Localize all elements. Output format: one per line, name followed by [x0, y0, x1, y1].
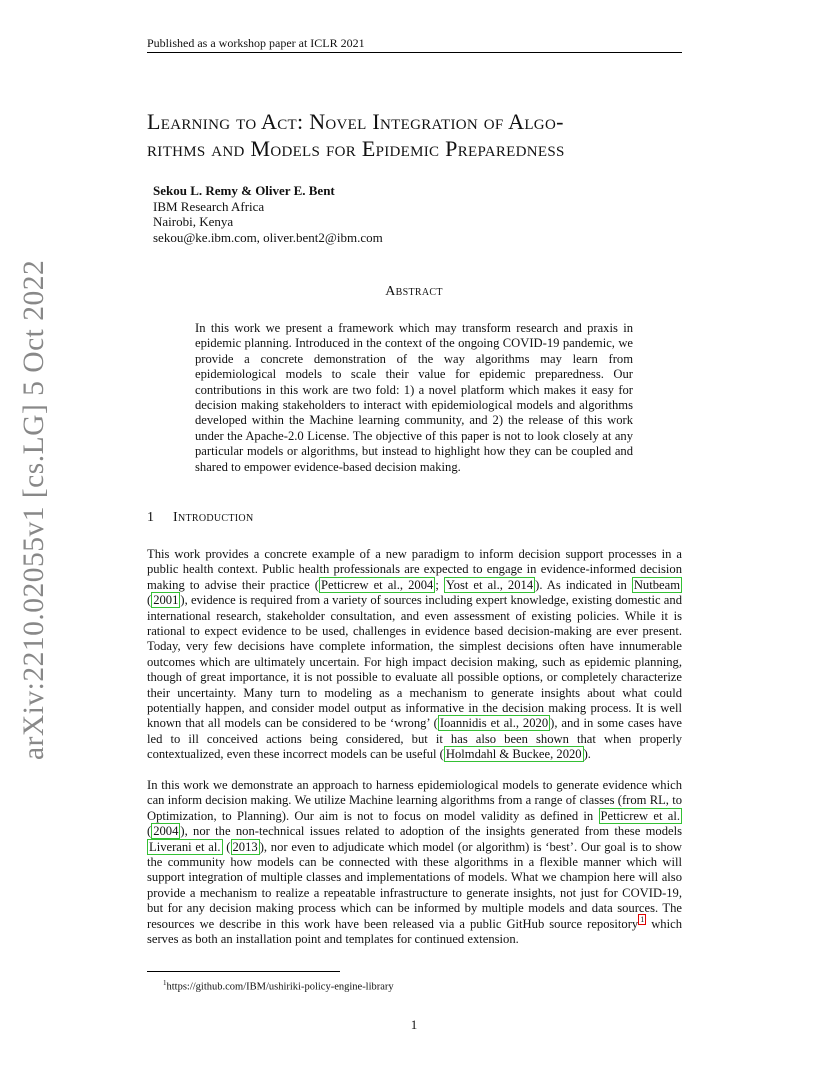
abstract-heading: Abstract	[385, 284, 443, 299]
citation-link[interactable]: 2013	[232, 839, 258, 854]
title-line-1: Learning to Act: Novel Integration of Algo-	[147, 109, 564, 134]
citation-link[interactable]: 2001	[153, 593, 179, 608]
text-run: (	[222, 839, 231, 854]
footnote	[163, 977, 394, 994]
title-line-2: rithms and Models for Epidemic Preparedness	[147, 136, 565, 161]
footnote-url: https://github.com/IBM/ushiriki-policy-engine-library	[166, 981, 394, 993]
text-run: ).	[583, 747, 591, 762]
text-run: which serves as both an installation point and templates for continued extension.	[147, 916, 682, 947]
text-run: In this work we demonstrate an approach to harness epidemiological models to generate evidence which can inform decision making. We utilize Machine learning algorithms from a range of classes (from RL, to Optimization, to Planning). Our aim is not to focus on model validity as defined in	[147, 778, 682, 823]
citation-link[interactable]: Holmdahl & Buckee, 2020	[445, 747, 582, 762]
text-run: ), and in some cases have led to ill conceived actions being considered, but it has also been shown that when properly contextualized, even these incorrect models can be useful (	[147, 716, 682, 762]
intro-paragraph-2	[147, 778, 682, 947]
citation-link[interactable]: Yost et al., 2014	[445, 577, 534, 592]
text-run: (	[147, 824, 152, 839]
author-affiliation: IBM Research Africa	[153, 198, 265, 214]
footnote-reference-link[interactable]: 1	[640, 915, 645, 925]
header-rule	[147, 52, 682, 53]
text-run: ), evidence is required from a variety of sources including expert knowledge, existing domestic and international research, stakeholder consultation, and even assessment of existing policies. While it is rational to expect evidence to be used, challenges in evidence based decision-making are ever present. Today, very few decisions have complete information, the simplest decisions often have innumerable outcomes which are ultimately uncertain. For high impact decision making, such as epidemic planning, though of great importance, it is not possible to evaluate all possible options, or completely characterize their uncertainty. Many turn to modeling as a mechanism to generate insights about what could potentially happen, and consider model output as informative in the decision making process. It is well known that all models can be considered to be ‘wrong’ (	[147, 593, 682, 731]
section-number: 1	[147, 510, 155, 525]
citation-link[interactable]: 2004	[153, 824, 179, 839]
arxiv-stamp: arXiv:2210.02055v1 [cs.LG] 5 Oct 2022	[18, 259, 50, 760]
section-title: Introduction	[173, 510, 254, 525]
author-block	[153, 183, 553, 245]
author-location: Nairobi, Kenya	[153, 214, 234, 229]
footnote-rule	[147, 971, 340, 972]
author-emails: sekou@ke.ibm.com, oliver.bent2@ibm.com	[153, 229, 383, 245]
intro-paragraph-1	[147, 547, 682, 763]
citation-link[interactable]: Nutbeam	[633, 577, 680, 592]
paper-title	[147, 108, 707, 162]
citation-link[interactable]: Ioannidis et al., 2020	[439, 716, 549, 731]
citation-link[interactable]: Petticrew et al., 2004	[321, 577, 434, 592]
footnote-mark: 1	[163, 979, 167, 987]
text-run: ). As indicated in	[535, 577, 632, 592]
author-names: Sekou L. Remy & Oliver E. Bent	[153, 183, 335, 198]
page-number: 1	[410, 1017, 418, 1032]
abstract-text: In this work we present a framework which may transform research and praxis in epidemic planning. Introduced in the context of the ongoing COVID-19 pandemic, we provide a concrete demonstration of the way algorithms may learn from epidemiological models to scale their value for epidemic preparedness. Our contributions in this work are two fold: 1) a novel platform which makes it easy for decision making stakeholders to interact with epidemiological models and algorithms developed within the Machine learning community, and 2) the release of this work under the Apache-2.0 License. The objective of this paper is not to look closely at any particular models or algorithms, but instead to highlight how they can be coupled and shared to empower evidence-based decision making.	[195, 321, 633, 474]
text-run: ), nor the non-technical issues related to adoption of the insights generated from these models	[180, 824, 682, 839]
citation-link[interactable]: Petticrew et al.	[600, 808, 680, 823]
running-header: Published as a workshop paper at ICLR 2021	[147, 36, 365, 50]
text-run: (	[147, 593, 152, 608]
text-run: ), nor even to adjudicate which model (or algorithm) is ‘best’. Our goal is to show the community how models can be connected with these algorithms in a flexible manner which will support integration of multiple classes and implementations of models. What we champion here will also provide a mechanism to realize a repeatable infrastructure to generate insights, not just for COVID-19, but for any decision making process which can be informed by multiple models and data sources. The resources we describe in this work have been released via a public GitHub source repository	[147, 839, 683, 931]
citation-link[interactable]: Liverani et al.	[149, 839, 221, 854]
text-run: This work provides a concrete example of a new paradigm to inform decision support processes in a public health context. Public health professionals are expected to engage in evidence-informed decision making to advise their practice (	[147, 547, 682, 592]
text-run: ;	[435, 577, 444, 592]
section-heading	[147, 510, 253, 526]
